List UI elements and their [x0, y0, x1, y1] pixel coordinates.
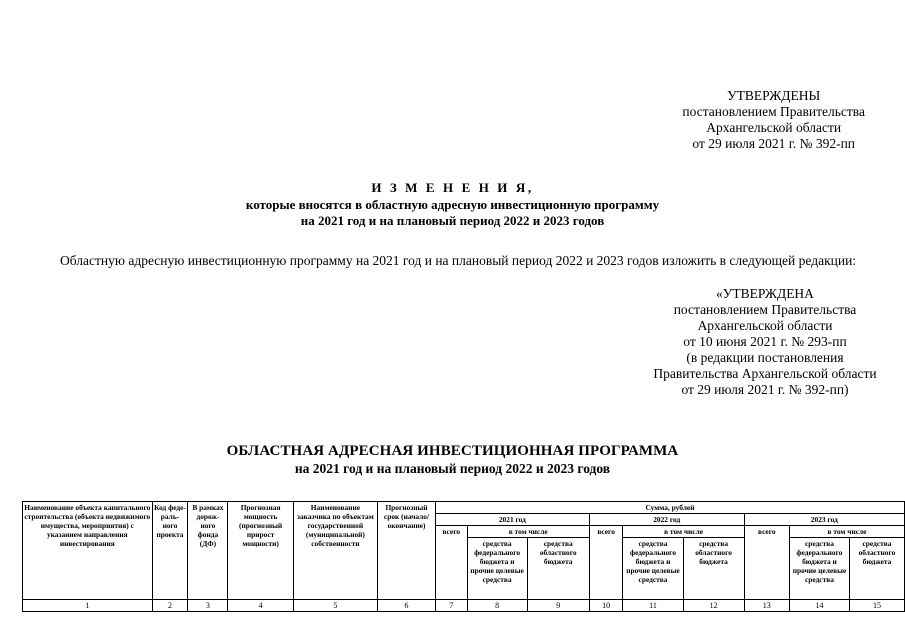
changes-subtitle-line: на 2021 год и на плановый период 2022 и 2023 годов [300, 213, 605, 228]
approval-line: «УТВЕРЖДЕНА [716, 286, 814, 301]
program-title: ОБЛАСТНАЯ АДРЕСНАЯ ИНВЕСТИЦИОННАЯ ПРОГРАММА [226, 443, 679, 459]
approval-line: от 29 июля 2021 г. № 392-пп [692, 136, 856, 151]
header-year-2022: 2022 год [589, 514, 744, 526]
header-object: Наименование объекта капитального строительства (объекта недвижимого имущества, мероприятия) с указанием направления инвестирования [23, 502, 153, 600]
header-total-2022: всего [589, 526, 623, 600]
approval-line: Правительства Архангельской области [653, 366, 877, 381]
approval-line: (в редакции постановления [686, 350, 844, 365]
column-number: 14 [789, 600, 849, 612]
column-number: 15 [849, 600, 904, 612]
approval-line: постановлением Правительства [673, 302, 857, 317]
column-number: 12 [683, 600, 744, 612]
approval-line: Архангельской области [697, 318, 833, 333]
column-number: 11 [623, 600, 683, 612]
header-customer: Наименование заказчика по объектам государственной (муниципальной) собственности [293, 502, 377, 600]
header-federal-2023: средства федерального бюджета и прочие целевые средства [789, 538, 849, 600]
header-regional-2022: средства областного бюджета [683, 538, 744, 600]
column-number: 3 [188, 600, 228, 612]
changes-title: И З М Е Н Е Н И Я, [371, 180, 534, 195]
column-number: 6 [378, 600, 436, 612]
approval-line: Архангельской области [706, 120, 842, 135]
header-sum: Сумма, рублей [435, 502, 904, 514]
column-number: 9 [527, 600, 589, 612]
header-regional-2023: средства областного бюджета [849, 538, 904, 600]
approval-line: УТВЕРЖДЕНЫ [727, 88, 821, 103]
approval-stamp-program [630, 286, 900, 398]
column-number: 5 [293, 600, 377, 612]
column-number: 7 [435, 600, 467, 612]
investment-program-table [22, 501, 905, 612]
header-federal-project-code: Код феде-раль-ного проекта [152, 502, 188, 600]
column-number: 8 [467, 600, 527, 612]
column-number-row [23, 600, 905, 612]
changes-subtitle-line: которые вносятся в областную адресную инвестиционную программу [245, 197, 660, 212]
approval-line: от 10 июня 2021 г. № 293-пп [683, 334, 847, 349]
approval-line: постановлением Правительства [682, 104, 865, 119]
header-total-2021: всего [435, 526, 467, 600]
changes-subtitle [0, 197, 905, 229]
header-capacity: Прогнозная мощность (прогнозный прирост мощности) [228, 502, 293, 600]
column-number: 2 [152, 600, 188, 612]
header-including-2022: в том числе [623, 526, 744, 538]
header-including-2023: в том числе [789, 526, 904, 538]
header-term: Прогнозный срок (начало/ окончание) [378, 502, 436, 600]
header-year-2023: 2023 год [744, 514, 904, 526]
header-regional-2021: средства областного бюджета [527, 538, 589, 600]
header-federal-2021: средства федерального бюджета и прочие целевые средства [467, 538, 527, 600]
approval-line: от 29 июля 2021 г. № 392-пп) [681, 382, 849, 397]
program-subtitle: на 2021 год и на плановый период 2022 и 2023 годов [294, 461, 611, 476]
header-road-fund: В рамках дорож-ного фонда (ДФ) [188, 502, 228, 600]
header-federal-2022: средства федерального бюджета и прочие целевые средства [623, 538, 683, 600]
header-total-2023: всего [744, 526, 789, 600]
body-paragraph: Областную адресную инвестиционную программу на 2021 год и на плановый период 2022 и 2023 годов изложить в следующей редакции: [60, 253, 857, 268]
header-including-2021: в том числе [467, 526, 589, 538]
approval-stamp-changes [682, 88, 865, 152]
column-number: 10 [589, 600, 623, 612]
header-year-2021: 2021 год [435, 514, 589, 526]
column-number: 13 [744, 600, 789, 612]
column-number: 4 [228, 600, 293, 612]
column-number: 1 [23, 600, 153, 612]
